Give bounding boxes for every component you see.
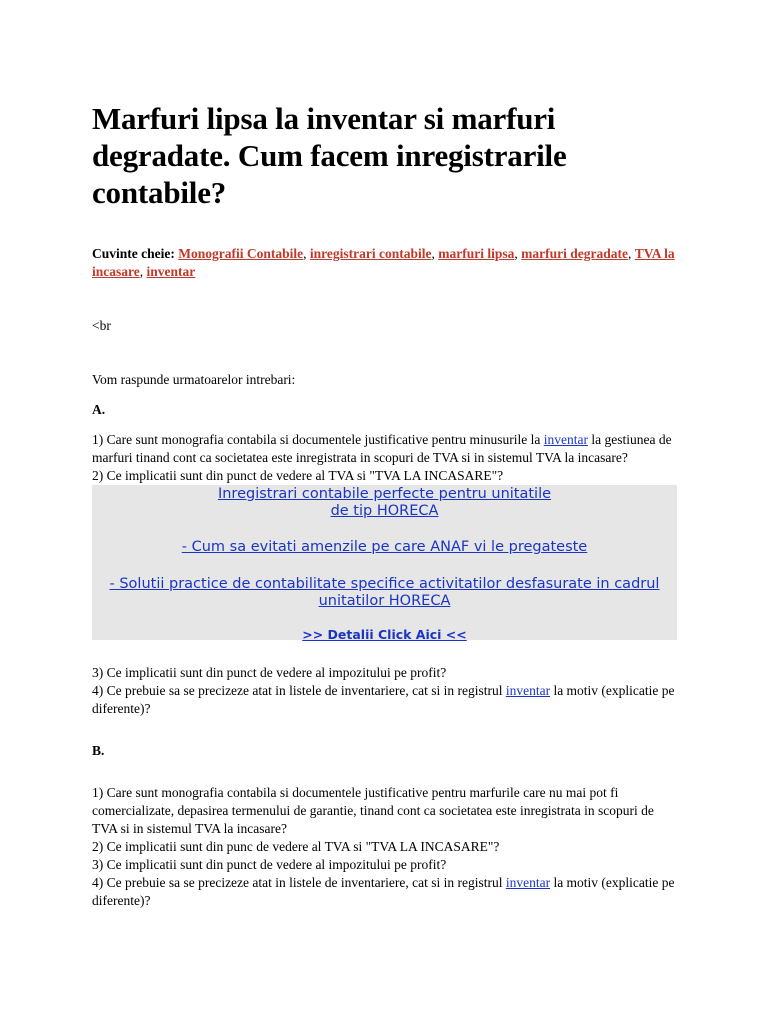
ad-line-anaf-link[interactable]: - Cum sa evitati amenzile pe care ANAF vi le pregateste: [181, 539, 588, 555]
q4-text-end: la motiv (explicatie pe diferente)?: [92, 683, 675, 716]
ad-line-solutii-link[interactable]: - Solutii practice de contabilitate specifice activitatilor desfasurate in cadrul unitatilor HORECA: [109, 576, 660, 609]
section-b-questions: [92, 784, 680, 910]
keyword-link-inregistrari[interactable]: inregistrari contabile: [309, 246, 432, 261]
section-a-q4: [92, 682, 680, 718]
keyword-link-monografii[interactable]: Monografii Contabile: [178, 246, 304, 261]
article: [92, 100, 680, 910]
q4-text: 4) Ce prebuie sa se precizeze atat in listele de inventariere, cat si in registrul: [92, 683, 506, 698]
page-title: Marfuri lipsa la inventar si marfuri degradate. Cum facem inregistrarile contabile?: [92, 101, 567, 210]
keyword-link-marfuri-degradate[interactable]: marfuri degradate: [521, 246, 628, 261]
intro-text: Vom raspunde urmatoarelor intrebari:: [92, 372, 296, 387]
section-a-q3: 3) Ce implicatii sunt din punct de vedere al impozitului pe profit?: [92, 665, 447, 680]
keywords-label: Cuvinte cheie:: [92, 246, 175, 261]
section-b-q2: 2) Ce implicatii sunt din punc de vedere al TVA si "TVA LA INCASARE"?: [92, 839, 500, 854]
stray-br-text: <br: [92, 318, 111, 333]
inventar-link[interactable]: inventar: [505, 683, 551, 698]
keyword-link-marfuri-lipsa[interactable]: marfuri lipsa: [438, 246, 515, 261]
section-a-questions: [92, 431, 680, 485]
q1-text-end: la gestiunea de marfuri tinand cont ca societatea este inregistrata in scopuri de TVA si in sistemul TVA la incasare?: [92, 432, 672, 465]
horeca-ad-banner[interactable]: [92, 485, 677, 640]
section-b-q4: [92, 874, 680, 910]
section-a-label: A.: [92, 402, 106, 417]
ad-headline-link[interactable]: Inregistrari contabile perfecte pentru unitatile de tip HORECA: [217, 486, 552, 519]
inventar-link[interactable]: inventar: [543, 432, 588, 447]
section-b-q1: 1) Care sunt monografia contabila si documentele justificative pentru marfurile care nu mai pot fi comercializate, depasirea termenului de garantie, tinand cont ca societatea este inregistrata in scopuri de TVA si in sistemul TVA la incasare?: [92, 785, 654, 836]
q4b-text-end: la motiv (explicatie pe diferente)?: [92, 875, 675, 908]
section-b-label: B.: [92, 743, 105, 758]
section-b-q3: 3) Ce implicatii sunt din punct de vedere al impozitului pe profit?: [92, 857, 447, 872]
q1-text: 1) Care sunt monografia contabila si documentele justificative pentru minusurile la: [92, 432, 544, 447]
section-a-questions-cont: [92, 664, 680, 718]
section-a-q1: [92, 431, 680, 467]
keyword-link-tva-incasare[interactable]: TVA la incasare: [92, 246, 675, 279]
keyword-link-inventar[interactable]: inventar: [146, 264, 196, 279]
section-a-q2: 2) Ce implicatii sunt din punct de vedere al TVA si "TVA LA INCASARE"?: [92, 468, 504, 483]
ad-details-button[interactable]: >> Detalii Click Aici <<: [302, 627, 467, 642]
q4b-text: 4) Ce prebuie sa se precizeze atat in listele de inventariere, cat si in registrul: [92, 875, 506, 890]
keywords-line: Cuvinte cheie: Monografii Contabile, inregistrari contabile, marfuri lipsa, marfuri degradate, TVA la incasare, inventar: [92, 246, 675, 279]
inventar-link[interactable]: inventar: [505, 875, 551, 890]
